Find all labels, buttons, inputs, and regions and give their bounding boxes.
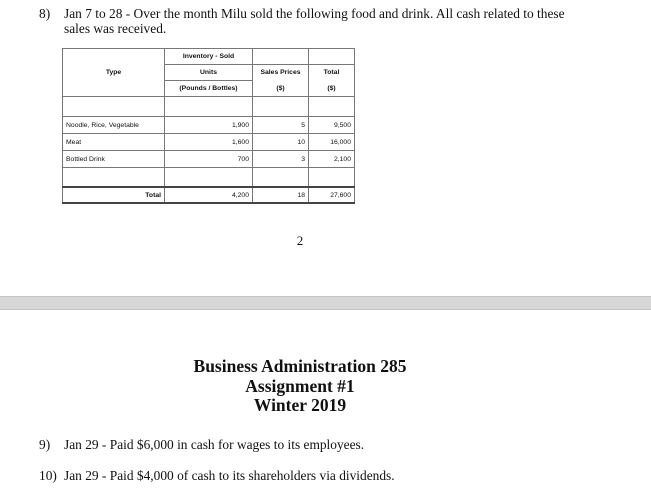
total-label: Total: [63, 187, 165, 203]
header-blank: [253, 49, 309, 65]
assignment-title: Assignment #1: [245, 375, 355, 396]
cell-type: Meat: [63, 134, 165, 151]
table-spacer-row: [63, 168, 355, 188]
cell-units: 700: [165, 151, 253, 168]
table-total-row: [63, 187, 355, 203]
question-9: [39, 437, 639, 453]
table-header-row-2: [63, 65, 355, 81]
question-number: 9): [39, 437, 51, 452]
cell-type: Noodle, Rice, Vegetable: [63, 117, 165, 134]
header-total: Total: [309, 65, 355, 81]
page-separator: [0, 296, 651, 310]
table-row: [63, 151, 355, 168]
course-title: Business Administration 285: [193, 356, 407, 376]
question-8: [39, 6, 639, 40]
header-sales-prices-sub: ($): [253, 81, 309, 97]
total-total: 27,600: [309, 187, 355, 203]
table-spacer-row: [63, 97, 355, 117]
cell-total: 9,500: [309, 117, 355, 134]
inventory-sold-table: [62, 48, 355, 204]
total-units: 4,200: [165, 187, 253, 203]
header-total-sub: ($): [309, 81, 355, 97]
header-inventory-sold: Inventory - Sold: [165, 49, 253, 65]
cell-total: 2,100: [309, 151, 355, 168]
cell-units: 1,900: [165, 117, 253, 134]
cell-price: 3: [253, 151, 309, 168]
cell-units: 1,600: [165, 134, 253, 151]
question-number: 8): [39, 6, 51, 21]
header-sales-prices: Sales Prices: [253, 65, 309, 81]
header-units: Units: [165, 65, 253, 81]
total-price: 18: [253, 187, 309, 203]
table-row: [63, 117, 355, 134]
question-text: Jan 29 - Paid $6,000 in cash for wages to its employees.: [64, 437, 365, 452]
term-title: Winter 2019: [253, 395, 347, 415]
assignment-heading: [0, 357, 600, 416]
header-type: Type: [63, 65, 165, 81]
header-blank: [309, 49, 355, 65]
cell-price: 10: [253, 134, 309, 151]
cell-type: Bottled Drink: [63, 151, 165, 168]
question-text-line-2: sales was received.: [64, 21, 167, 36]
table-header-row-3: [63, 81, 355, 97]
question-10: [39, 468, 639, 484]
question-text-line-1: Jan 7 to 28 - Over the month Milu sold the following food and drink. All cash related to these: [64, 6, 565, 21]
question-number: 10): [39, 468, 57, 483]
header-blank: [63, 49, 165, 65]
header-units-sub: (Pounds / Bottles): [165, 81, 253, 97]
table-header-row-1: [63, 49, 355, 65]
table-row: [63, 134, 355, 151]
question-text: Jan 29 - Paid $4,000 of cash to its shareholders via dividends.: [64, 468, 395, 483]
cell-price: 5: [253, 117, 309, 134]
cell-total: 16,000: [309, 134, 355, 151]
page-number: 2: [296, 233, 304, 248]
header-blank: [63, 81, 165, 97]
